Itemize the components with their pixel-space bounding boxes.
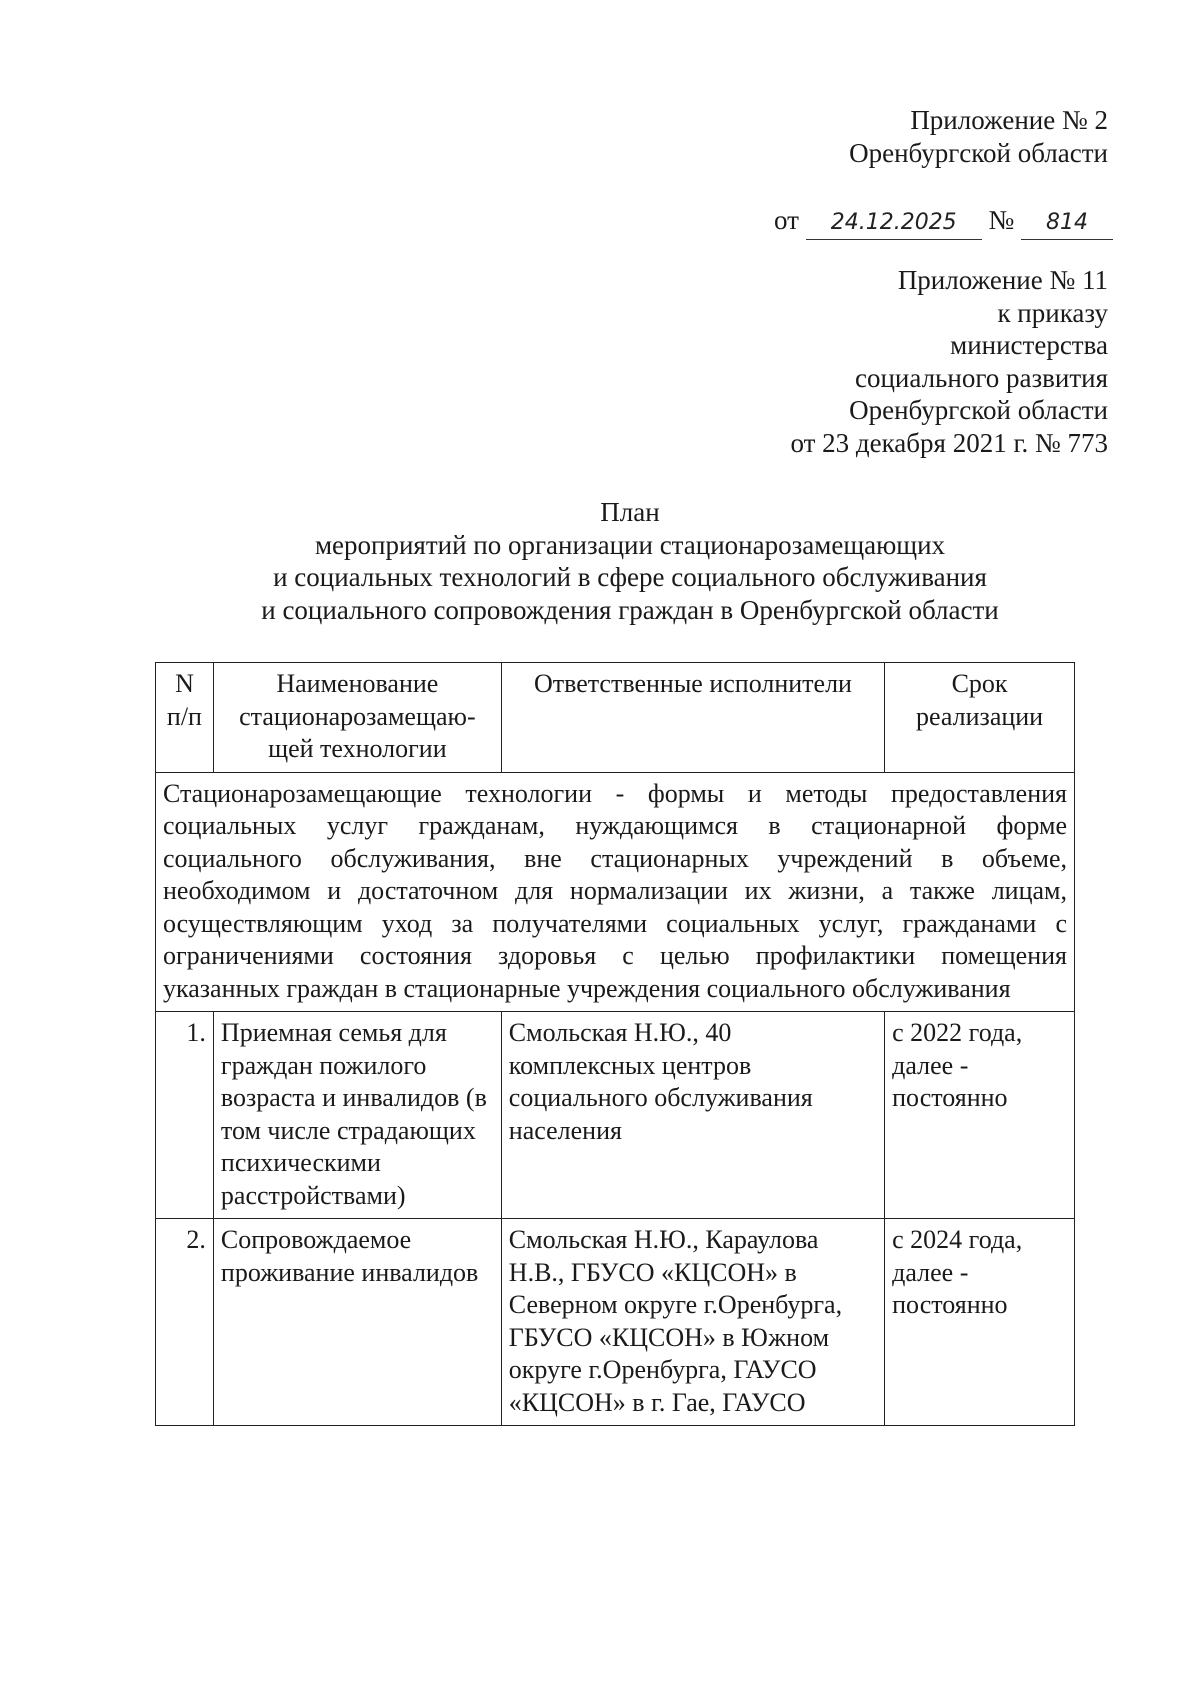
- plan-title-line-4: и социального сопровождения граждан в Оренбургской области: [261, 594, 999, 625]
- table-row: [156, 1012, 1075, 1219]
- header-name: Наименование стационарозамещаю-щей технологии: [213, 663, 501, 773]
- header-responsible: Ответственные исполнители: [501, 663, 884, 773]
- row-name: Сопровождаемое проживание инвалидов: [213, 1219, 501, 1426]
- number-label: №: [988, 205, 1015, 235]
- attachment-2-region: Оренбургской области: [849, 137, 1108, 168]
- plan-title: [150, 496, 1110, 626]
- attachment-11-ministry-name: социального развития: [854, 362, 1108, 393]
- attachment-2-block: [849, 104, 1108, 169]
- attachment-11-ministry: министерства: [950, 330, 1108, 360]
- header-num: N п/п: [156, 663, 214, 773]
- handwritten-date: 24.12.2025: [806, 207, 982, 240]
- plan-title-line-2: мероприятий по организации стационарозамещающих: [314, 529, 946, 560]
- table-header-row: [156, 663, 1075, 773]
- attachment-11-block: [790, 264, 1108, 459]
- attachment-2-title: Приложение № 2: [910, 105, 1108, 135]
- row-num: 1.: [156, 1012, 214, 1219]
- plan-title-line-3: и социальных технологий в сфере социального обслуживания: [273, 562, 987, 592]
- row-name: Приемная семья для граждан пожилого возраста и инвалидов (в том числе страдающих психическими расстройствами): [213, 1012, 501, 1219]
- row-responsible: Смольская Н.Ю., Караулова Н.В., ГБУСО «КЦСОН» в Северном округе г.Оренбурга, ГБУСО «КЦСОН» в Южном округе г.Оренбурга, ГАУСО «КЦСОН» в г. Гае, ГАУСО: [501, 1219, 884, 1426]
- row-responsible: Смольская Н.Ю., 40 комплексных центров социального обслуживания населения: [501, 1012, 884, 1219]
- header-term: Срок реализации: [885, 663, 1075, 773]
- attachment-2-date-line: [774, 204, 1113, 240]
- table-row: [156, 1219, 1075, 1426]
- plan-title-heading: План: [600, 497, 660, 527]
- definition-text: Стационарозамещающие технологии - формы и методы предоставления социальных услуг гражданам, нуждающимся в стационарной форме социального обслуживания, вне стационарных учреждений в объеме, необходимом и достаточном для нормализации их жизни, а также лицам, осуществляющим уход за получателями социальных услуг, гражданами с ограничениями состояния здоровья с целью профилактики помещения указанных граждан в стационарные учреждения социального обслуживания: [156, 772, 1075, 1012]
- from-label: от: [774, 205, 799, 235]
- row-term: с 2022 года, далее - постоянно: [885, 1012, 1075, 1219]
- attachment-11-order: к приказу: [997, 297, 1108, 328]
- attachment-11-title: Приложение № 11: [897, 265, 1108, 295]
- row-term: с 2024 года, далее - постоянно: [885, 1219, 1075, 1426]
- handwritten-number: 814: [1021, 207, 1113, 240]
- definition-row: [156, 772, 1075, 1012]
- attachment-11-region: Оренбургской области: [849, 395, 1108, 425]
- attachment-11-date: от 23 декабря 2021 г. № 773: [790, 427, 1108, 458]
- plan-table: [155, 662, 1075, 1426]
- row-num: 2.: [156, 1219, 214, 1426]
